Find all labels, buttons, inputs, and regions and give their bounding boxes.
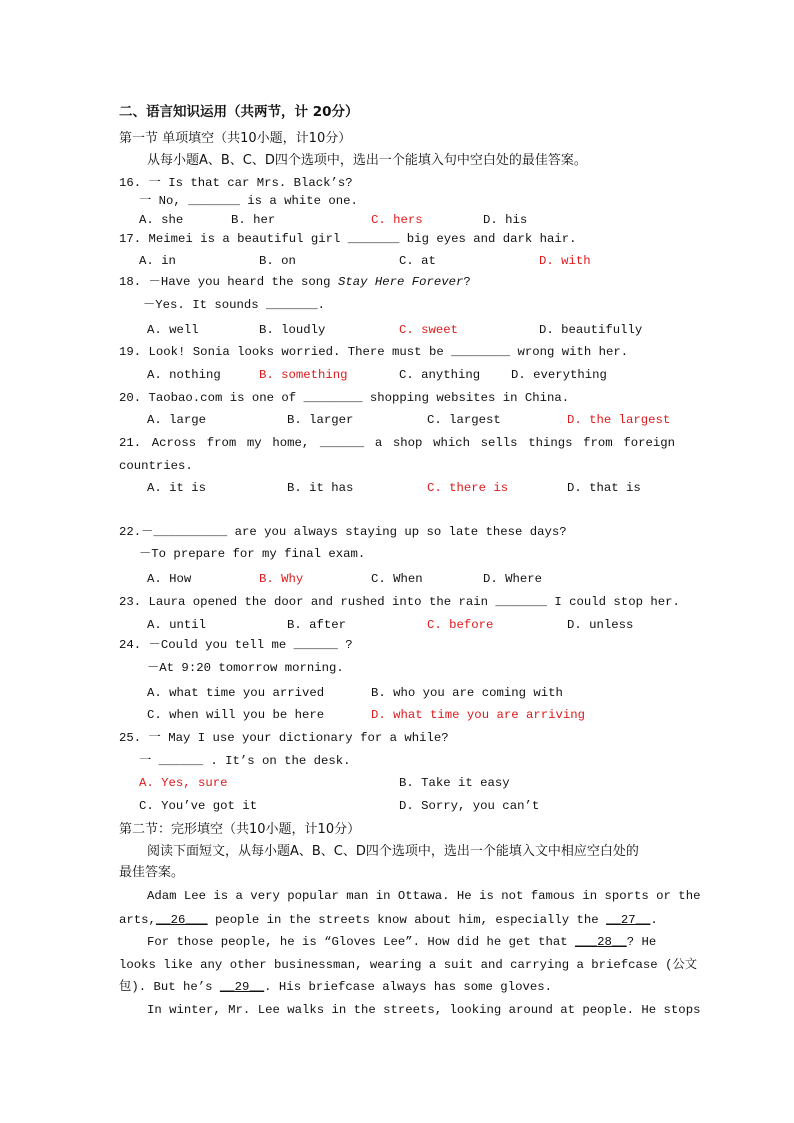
question-number: 20. [119, 391, 142, 405]
option-d: D. Sorry, you can’t [399, 799, 540, 813]
option-a-answer: A. Yes, sure [139, 776, 228, 790]
passage-line [147, 889, 701, 903]
option-d: D. everything [511, 368, 607, 382]
option-c-answer: C. hers [371, 213, 423, 227]
question-stem: －Could you tell me ______ ? [148, 638, 353, 652]
option-b: B. on [259, 254, 296, 268]
passage-text: Adam Lee is a very popular man in Ottawa. He is not famous in sports or the [147, 889, 701, 903]
section1-instruction: 从每小题A、B、C、D四个选项中，选出一个能填入句中空白处的最佳答案。 [147, 153, 587, 168]
blank-28: ___28__ [575, 935, 627, 949]
option-c: C. at [399, 254, 436, 268]
question-number: 23. [119, 595, 142, 609]
stem-word: my [246, 436, 262, 450]
blank-29: __29__ [219, 980, 265, 994]
passage-line [147, 934, 656, 950]
option-a: A. large [147, 413, 207, 427]
option-b: B. who you are coming with [371, 686, 563, 700]
option-d-answer: D. with [539, 254, 591, 268]
stem-word: Across [151, 436, 197, 450]
stem-word: which [433, 436, 470, 450]
blank-27: __27__ [606, 913, 651, 927]
option-d: D. that is [567, 481, 641, 495]
option-c-answer: C. before [427, 618, 494, 632]
question-number: 17. [119, 232, 142, 246]
section2-title: 第二节：完形填空（共10小题，计10分） [119, 822, 361, 837]
question-stem: Look! Sonia looks worried. There must be ________ wrong with her. [148, 345, 629, 359]
option-a: A. well [147, 323, 199, 337]
passage-text-cn: 公文 [672, 957, 698, 971]
option-d: D. beautifully [539, 323, 643, 337]
song-title: Stay Here Forever [337, 275, 464, 289]
passage-text: . [650, 913, 658, 927]
option-b: B. Take it easy [399, 776, 510, 790]
section2-instruction-cont: 最佳答案。 [119, 865, 185, 880]
blank-26: __26___ [155, 913, 208, 927]
passage-text: ). But he’s [131, 980, 220, 994]
option-a: A. until [147, 618, 207, 632]
question-number: 25. [119, 731, 142, 745]
question-stem-2: －At 9:20 tomorrow morning. [147, 661, 344, 675]
stem-word: shop [392, 436, 423, 450]
option-b-answer: B. Why [259, 572, 304, 586]
option-a: A. what time you arrived [147, 686, 325, 700]
option-a: A. in [139, 254, 176, 268]
question-number: 16. [119, 176, 142, 190]
option-c: C. When [371, 572, 423, 586]
passage-line: In winter, Mr. Lee walks in the streets, looking around at people. He stops [147, 1003, 701, 1017]
passage-text: people in the streets know about him, especially the [207, 913, 607, 927]
question-stem-2: －Yes. It sounds _______. [143, 298, 326, 312]
question-stem: Meimei is a beautiful girl _______ big eyes and dark hair. [148, 232, 577, 246]
option-d: D. unless [567, 618, 634, 632]
stem-blank: ______ [319, 436, 365, 450]
stem-word: from [583, 436, 613, 450]
passage-line [119, 956, 697, 973]
question-mark: ? [463, 275, 471, 289]
option-b: B. her [231, 213, 276, 227]
option-c: C. You’ve got it [139, 799, 258, 813]
question-stem: 一 May I use your dictionary for a while? [148, 731, 449, 745]
section-heading: 二、语言知识运用（共两节，计 20分） [119, 104, 359, 120]
section2-instruction: 阅读下面短文，从每小题A、B、C、D四个选项中，选出一个能填入文中相应空白处的 [147, 844, 639, 859]
option-b: B. it has [287, 481, 354, 495]
question-stem-2: countries. [119, 459, 193, 473]
passage-line [119, 912, 658, 928]
passage-text-cn: 包 [119, 979, 132, 993]
question-stem: －__________ are you always staying up so late these days? [141, 525, 567, 539]
passage-text: looks like any other businessman, wearing a suit and carrying a briefcase ( [119, 958, 673, 972]
passage-line [119, 978, 552, 995]
passage-text: arts, [119, 913, 156, 927]
stem-word: from [206, 436, 237, 450]
option-d: D. his [483, 213, 528, 227]
question-stem-2: 一 No, _______ is a white one. [139, 194, 358, 208]
question-stem: －Have you heard the song [148, 275, 338, 289]
passage-text: . His briefcase always has some gloves. [264, 980, 552, 994]
question-number: 24. [119, 638, 142, 652]
option-a: A. How [147, 572, 192, 586]
passage-text: ? He [626, 935, 657, 949]
question-number: 22. [119, 525, 142, 539]
option-c-answer: C. sweet [399, 323, 459, 337]
stem-word: sells [480, 436, 518, 450]
option-d-answer: D. what time you are arriving [371, 708, 586, 722]
stem-word: foreign [623, 436, 675, 450]
question-stem: 一 Is that car Mrs. Black’s? [148, 176, 353, 190]
question-number: 18. [119, 275, 142, 289]
option-a: A. nothing [147, 368, 221, 382]
option-b: B. after [287, 618, 347, 632]
question-number: 19. [119, 345, 142, 359]
stem-word: home, [272, 436, 310, 450]
stem-word: a [374, 436, 383, 450]
option-a: A. it is [147, 481, 207, 495]
option-c-answer: C. there is [427, 481, 509, 495]
question-stem-2: －To prepare for my final exam. [139, 547, 366, 561]
option-a: A. she [139, 213, 184, 227]
option-c: C. when will you be here [147, 708, 325, 722]
option-b-answer: B. something [259, 368, 348, 382]
question-number: 21. [119, 436, 142, 450]
question-stem: Taobao.com is one of ________ shopping websites in China. [148, 391, 570, 405]
section1-title: 第一节 单项填空（共10小题，计10分） [119, 131, 352, 146]
question-stem: Laura opened the door and rushed into the rain _______ I could stop her. [148, 595, 680, 609]
option-c: C. largest [427, 413, 501, 427]
option-d: D. Where [483, 572, 543, 586]
question-stem-2: 一 ______ . It’s on the desk. [139, 754, 351, 768]
option-d-answer: D. the largest [567, 413, 671, 427]
stem-word: things [528, 436, 573, 450]
option-c: C. anything [399, 368, 481, 382]
option-b: B. loudly [259, 323, 326, 337]
option-b: B. larger [287, 413, 354, 427]
passage-text: For those people, he is “Gloves Lee”. How did he get that [147, 935, 576, 949]
